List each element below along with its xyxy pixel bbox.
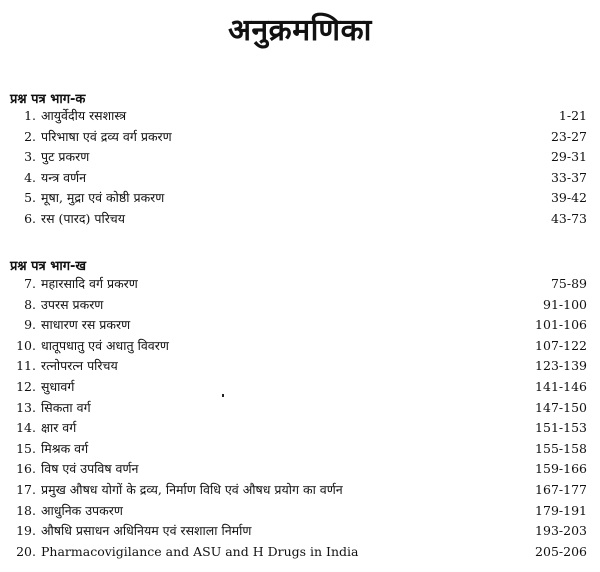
toc-entry-pages: 205-206 xyxy=(535,543,587,559)
toc-entry-number: 16. xyxy=(16,461,36,477)
toc-entry-title: मिश्रक वर्ग xyxy=(41,440,89,456)
toc-entry-number: 17. xyxy=(16,481,36,497)
toc-entry-title: रत्नोपरत्न परिचय xyxy=(41,358,118,374)
toc-entry-pages: 101-106 xyxy=(535,317,587,333)
toc-entry xyxy=(0,501,600,522)
toc-list-part-b xyxy=(0,274,600,562)
toc-entry-title: यन्त्र वर्णन xyxy=(41,169,87,185)
toc-entry-pages: 179-191 xyxy=(535,502,587,518)
toc-entry-title: धातूपधातु एवं अधातु विवरण xyxy=(41,337,169,353)
toc-entry-number: 10. xyxy=(16,337,36,353)
toc-entry xyxy=(0,439,600,460)
toc-list-part-a xyxy=(0,106,600,230)
toc-entry-number: 9. xyxy=(24,317,36,333)
toc-entry-pages: 107-122 xyxy=(535,337,587,353)
toc-entry-number: 20. xyxy=(16,543,36,559)
toc-entry-title: विष एवं उपविष वर्णन xyxy=(41,461,139,477)
toc-entry-pages: 1-21 xyxy=(558,108,587,123)
toc-entry xyxy=(0,209,600,230)
toc-entry-pages: 33-37 xyxy=(550,169,587,185)
toc-entry-pages: 141-146 xyxy=(535,378,587,394)
toc-entry-title: औषधि प्रसाधन अधिनियम एवं रसशाला निर्माण xyxy=(41,523,252,539)
toc-entry-pages: 151-153 xyxy=(535,420,587,436)
toc-entry-pages: 123-139 xyxy=(535,358,587,374)
toc-entry-pages: 75-89 xyxy=(550,276,587,291)
toc-entry-pages: 155-158 xyxy=(535,440,587,456)
toc-entry xyxy=(0,398,600,419)
toc-entry-pages: 23-27 xyxy=(550,128,587,144)
toc-entry-pages: 193-203 xyxy=(535,523,587,539)
toc-entry xyxy=(0,106,600,127)
toc-entry-pages: 159-166 xyxy=(535,461,587,477)
toc-entry xyxy=(0,295,600,316)
toc-entry xyxy=(0,147,600,168)
toc-entry-number: 5. xyxy=(24,190,36,206)
toc-entry-title: साधारण रस प्रकरण xyxy=(41,317,131,333)
toc-entry xyxy=(0,188,600,209)
toc-entry-number: 6. xyxy=(24,210,36,226)
toc-entry xyxy=(0,127,600,148)
toc-entry-number: 7. xyxy=(24,276,36,291)
toc-entry-number: 19. xyxy=(16,523,36,539)
toc-entry-title: महारसादि वर्ग प्रकरण xyxy=(41,276,138,291)
page-title: अनुक्रमणिका xyxy=(228,13,372,48)
toc-entry-title: रस (पारद) परिचय xyxy=(41,210,125,226)
toc-entry-title: मूषा, मुद्रा एवं कोष्ठी प्रकरण xyxy=(41,190,165,206)
toc-entry xyxy=(0,542,600,563)
toc-entry xyxy=(0,418,600,439)
toc-entry-pages: 167-177 xyxy=(535,481,587,497)
toc-entry-pages: 147-150 xyxy=(535,399,587,415)
toc-entry-number: 2. xyxy=(24,128,36,144)
toc-entry-number: 3. xyxy=(24,149,36,165)
toc-entry xyxy=(0,356,600,377)
toc-entry xyxy=(0,336,600,357)
toc-entry-title: उपरस प्रकरण xyxy=(41,296,104,312)
toc-entry xyxy=(0,377,600,398)
section-heading-part-a: प्रश्न पत्र भाग-क xyxy=(10,92,86,107)
toc-entry xyxy=(0,274,600,295)
toc-entry-pages: 39-42 xyxy=(550,190,587,206)
toc-entry-number: 15. xyxy=(16,440,36,456)
section-heading-part-b: प्रश्न पत्र भाग-ख xyxy=(10,259,87,274)
toc-entry-number: 12. xyxy=(16,378,36,394)
toc-entry-title: क्षार वर्ग xyxy=(41,420,77,436)
toc-entry-pages: 91-100 xyxy=(543,296,587,312)
toc-entry-number: 11. xyxy=(16,358,36,374)
toc-entry-number: 4. xyxy=(24,169,36,185)
toc-entry-number: 14. xyxy=(16,420,36,436)
toc-entry-title: प्रमुख औषध योगों के द्रव्य, निर्माण विधि एवं औषध प्रयोग का वर्णन xyxy=(41,481,343,497)
toc-entry-title: पुट प्रकरण xyxy=(41,149,90,165)
toc-entry xyxy=(0,521,600,542)
toc-entry-title: सिकता वर्ग xyxy=(41,399,91,415)
toc-entry xyxy=(0,168,600,189)
toc-entry-title: आयुर्वेदीय रसशास्त्र xyxy=(41,108,127,123)
toc-entry-number: 1. xyxy=(24,108,36,123)
toc-entry-pages: 29-31 xyxy=(550,149,587,165)
toc-entry xyxy=(0,315,600,336)
toc-entry-number: 8. xyxy=(24,296,36,312)
toc-entry-title: सुधावर्ग xyxy=(41,378,75,394)
toc-entry-title: Pharmacovigilance and ASU and H Drugs in India xyxy=(41,543,359,559)
toc-entry-title: आधुनिक उपकरण xyxy=(41,502,123,518)
toc-entry-number: 13. xyxy=(16,399,36,415)
toc-entry-pages: 43-73 xyxy=(550,210,587,226)
stray-mark xyxy=(222,394,224,397)
toc-entry xyxy=(0,480,600,501)
toc-entry-number: 18. xyxy=(16,502,36,518)
toc-entry xyxy=(0,459,600,480)
toc-entry-title: परिभाषा एवं द्रव्य वर्ग प्रकरण xyxy=(41,128,172,144)
